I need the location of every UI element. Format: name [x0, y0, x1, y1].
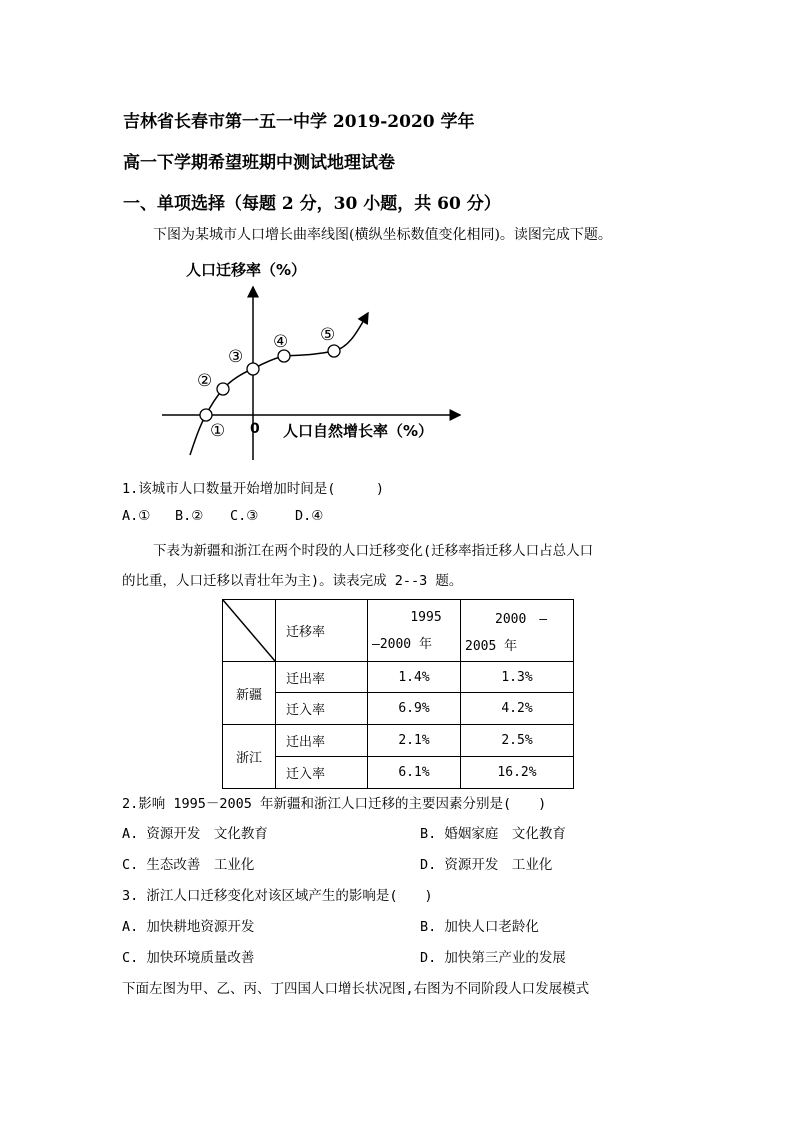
period-2-line-b: 2005 年	[465, 638, 518, 654]
q3-option-a: A. 加快耕地资源开发	[122, 919, 255, 935]
question-3-stem: 3. 浙江人口迁移变化对该区域产生的影响是( )	[122, 888, 433, 904]
point-label-3: ③	[228, 347, 244, 367]
question-2-stem: 2.影响 1995－2005 年新疆和浙江人口迁移的主要因素分别是( )	[122, 796, 547, 812]
intro-text-3: 下面左图为甲、乙、丙、丁四国人口增长状况图,右图为不同阶段人口发展模式	[122, 981, 590, 997]
q3-option-c: C. 加快环境质量改善	[122, 950, 255, 966]
diagonal-corner-cell	[223, 600, 276, 662]
row-label: 迁出率	[276, 725, 368, 757]
table-cell: 6.9%	[368, 693, 461, 725]
point-label-4: ④	[273, 332, 289, 352]
x-axis-label: 人口自然增长率（%）	[283, 422, 434, 440]
point-label-5: ⑤	[320, 325, 336, 345]
intro-text-1: 下图为某城市人口增长曲率线图(横纵坐标数值变化相同)。读图完成下题。	[153, 227, 612, 243]
table-row	[223, 693, 574, 725]
table-row	[223, 725, 574, 757]
document-title-line2: 高一下学期希望班期中测试地理试卷	[123, 153, 395, 173]
document-title-line1: 吉林省长春市第一五一中学 2019-2020 学年	[123, 112, 475, 132]
curve-point-5	[328, 345, 340, 357]
header-migration-rate: 迁移率	[276, 600, 368, 662]
table-cell: 6.1%	[368, 757, 461, 789]
header-period-1	[368, 600, 461, 662]
region-zhejiang: 浙江	[223, 725, 276, 789]
population-growth-curve-figure	[160, 255, 470, 465]
region-xinjiang: 新疆	[223, 662, 276, 725]
table-cell: 4.2%	[461, 693, 574, 725]
period-1-line-b: —2000 年	[372, 636, 432, 652]
section-heading: 一、单项选择（每题 2 分，30 小题，共 60 分）	[123, 194, 501, 214]
table-header-row	[223, 600, 574, 662]
table-cell: 1.4%	[368, 662, 461, 693]
migration-rate-table	[222, 599, 574, 789]
row-label: 迁入率	[276, 693, 368, 725]
point-label-2: ②	[197, 371, 213, 391]
q1-option-c: C.③	[230, 508, 259, 524]
q2-option-c: C. 生态改善 工业化	[122, 857, 255, 873]
question-1-stem: 1.该城市人口数量开始增加时间是( )	[122, 481, 385, 497]
q2-option-a: A. 资源开发 文化教育	[122, 826, 268, 842]
y-axis-label: 人口迁移率（%）	[186, 261, 307, 279]
table-cell: 2.1%	[368, 725, 461, 757]
q2-option-b: B. 婚姻家庭 文化教育	[420, 826, 566, 842]
q1-option-a: A.①	[122, 508, 151, 524]
q1-option-d: D.④	[295, 508, 324, 524]
curve-point-3	[247, 363, 259, 375]
q3-option-d: D. 加快第三产业的发展	[420, 950, 566, 966]
period-2-line-a: 2000 —	[495, 611, 548, 627]
curve-point-2	[217, 383, 229, 395]
intro-text-2-line1: 下表为新疆和浙江在两个时段的人口迁移变化(迁移率指迁移人口占总人口	[153, 543, 594, 559]
table-cell: 2.5%	[461, 725, 574, 757]
table-row	[223, 757, 574, 789]
row-label: 迁出率	[276, 662, 368, 693]
corner-diagonal	[223, 600, 275, 661]
table-row	[223, 662, 574, 693]
curve-point-1	[200, 409, 212, 421]
point-label-1: ①	[210, 421, 226, 441]
table-cell: 16.2%	[461, 757, 574, 789]
header-period-2	[461, 600, 574, 662]
q1-option-b: B.②	[175, 508, 204, 524]
origin-label: 0	[250, 421, 260, 437]
period-1-line-a: 1995	[410, 609, 442, 625]
row-label: 迁入率	[276, 757, 368, 789]
intro-text-2-line2: 的比重，人口迁移以青壮年为主)。读表完成 2--3 题。	[122, 573, 463, 589]
q2-option-d: D. 资源开发 工业化	[420, 857, 553, 873]
q3-option-b: B. 加快人口老龄化	[420, 919, 539, 935]
table-cell: 1.3%	[461, 662, 574, 693]
